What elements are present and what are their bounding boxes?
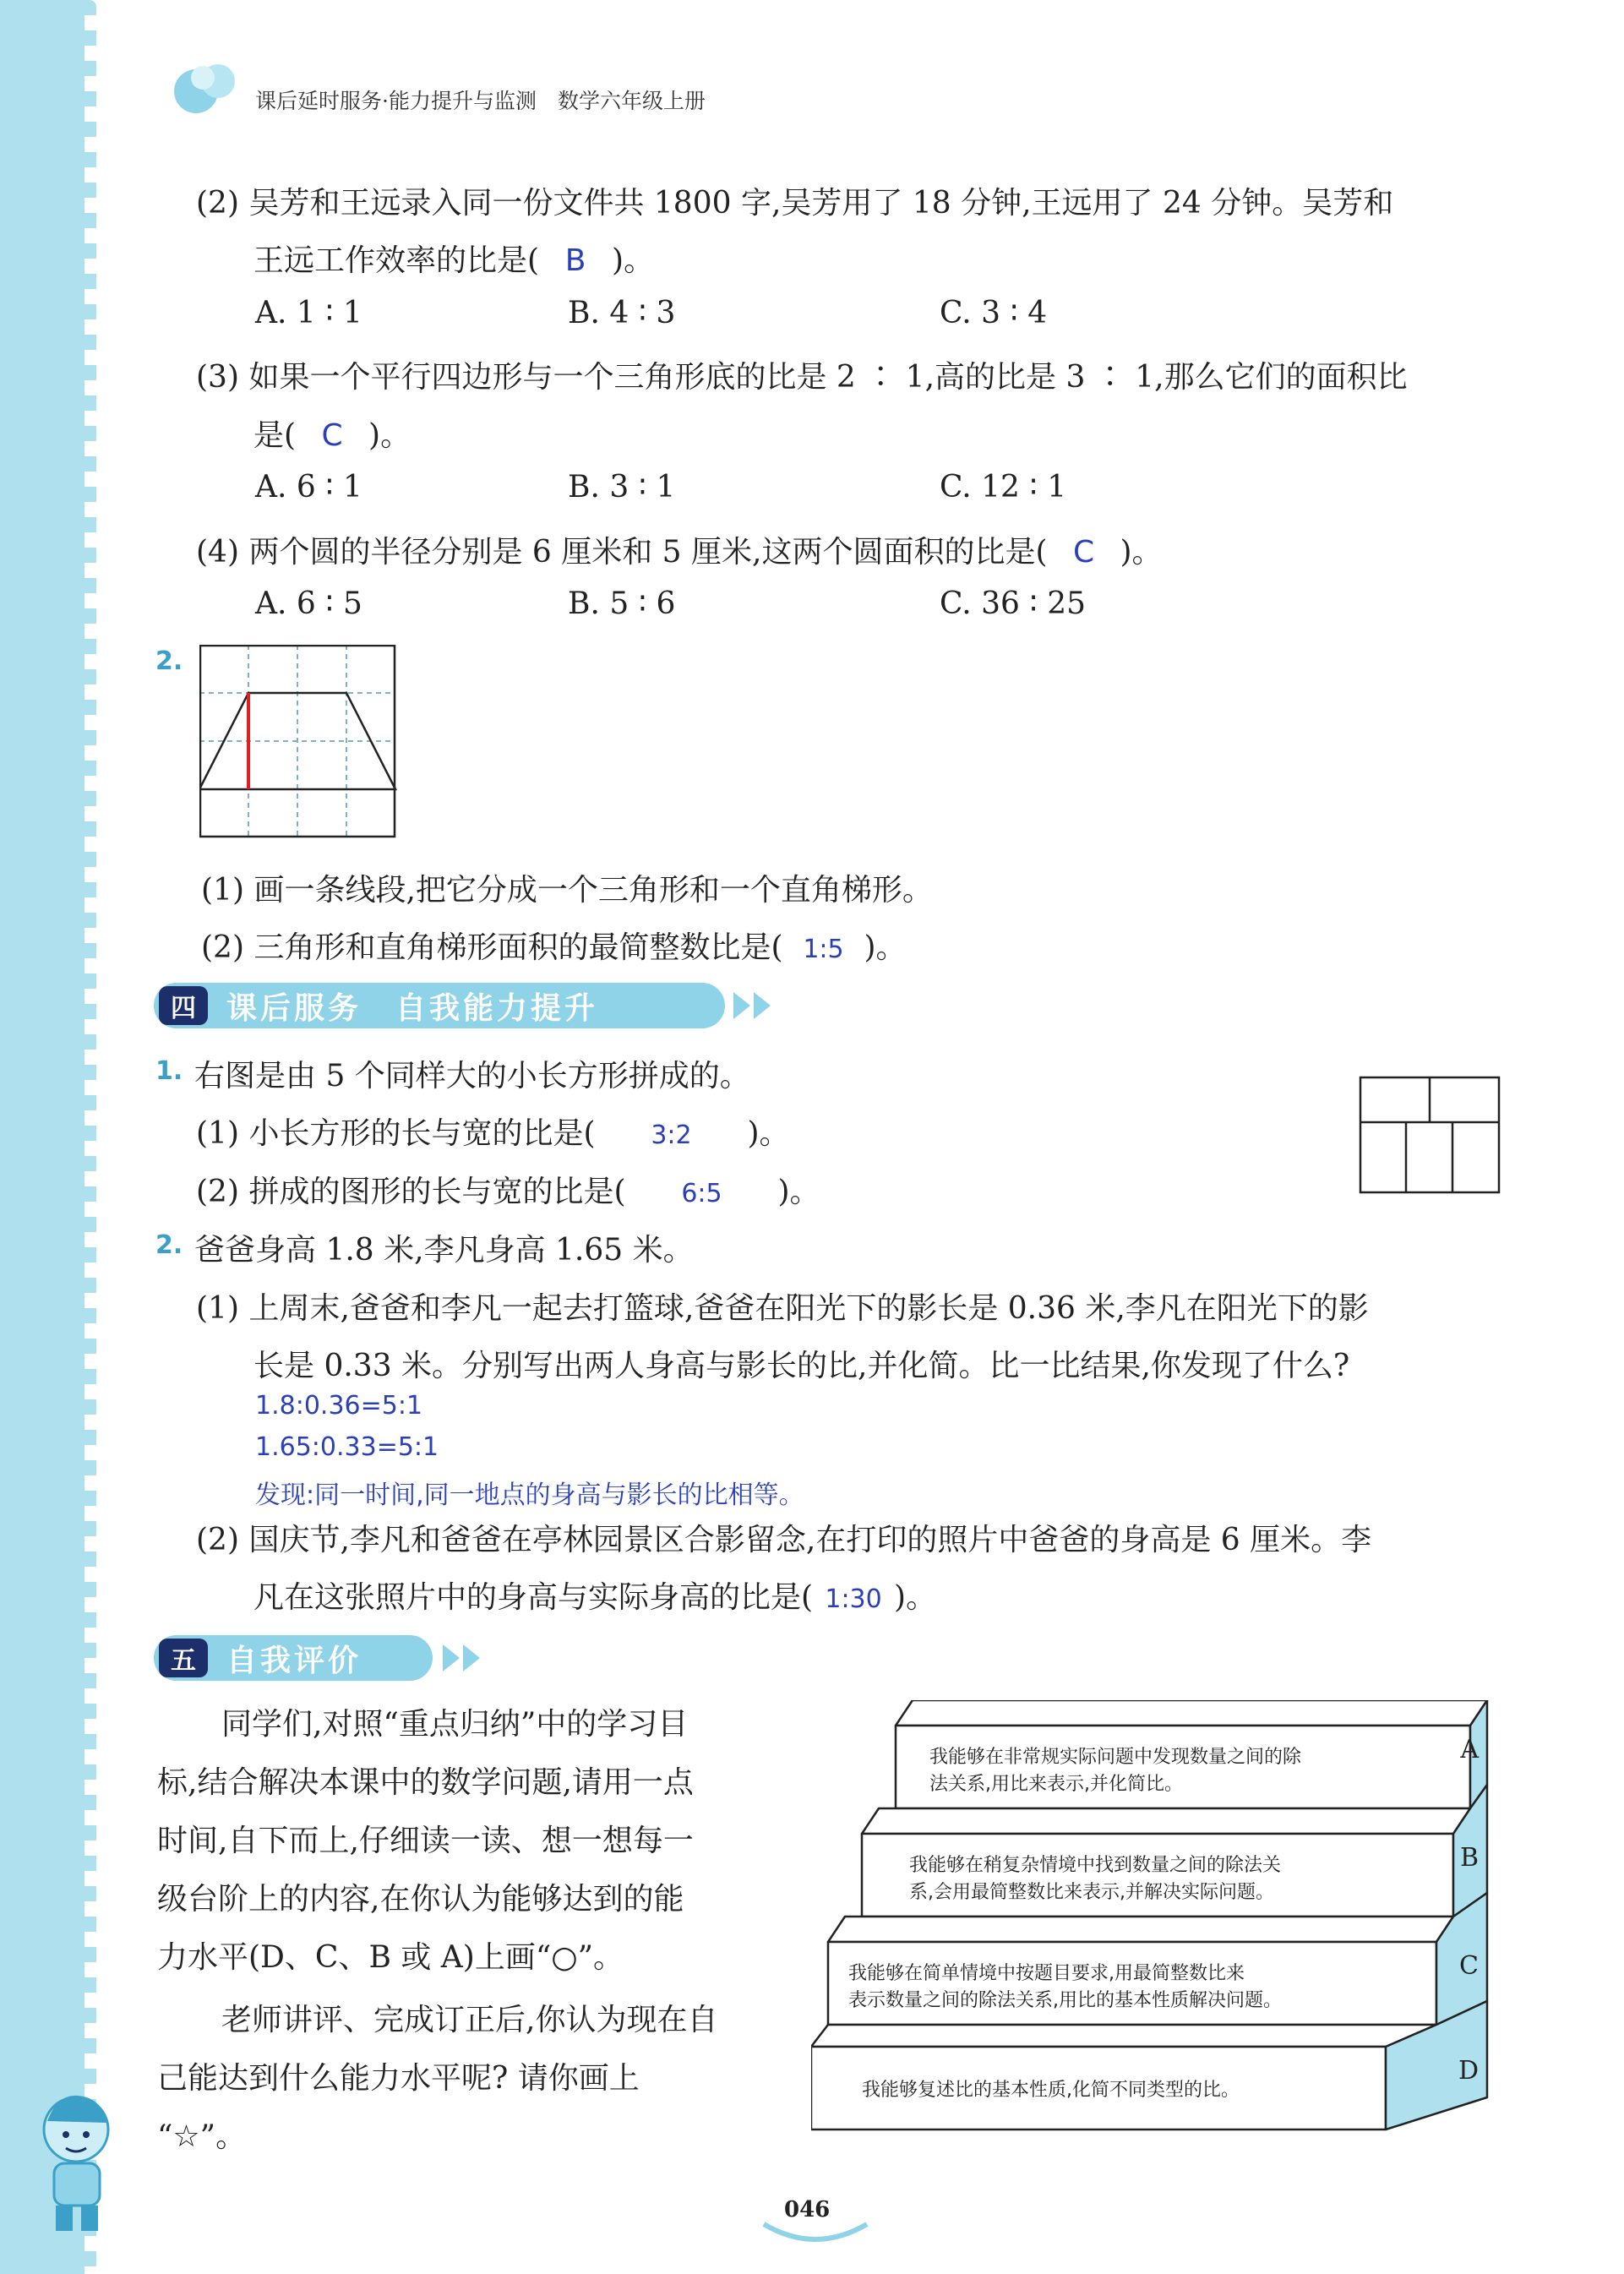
answer-blank[interactable]: B [564,243,586,278]
p1-sub1: (1) 小长方形的长与宽的比是( 3:2 )。 [196,1116,790,1151]
rectangle-tiling-figure [1359,1076,1502,1196]
section-title: 课后服务 自我能力提升 [226,990,599,1026]
level-description: 系,会用最简整数比来表示,并解决实际问题。 [909,1882,1274,1903]
q2-sub2: (2) 三角形和直角梯形面积的最简整数比是( 1:5 )。 [201,930,907,965]
running-header: 课后延时服务·能力提升与监测 数学六年级上册 [255,89,706,113]
option-c: C. 12 ∶ 1 [940,470,1067,504]
section-badge: 四 [159,986,208,1025]
p1-sub2: (2) 拼成的图形的长与宽的比是( 6:5 )。 [196,1175,820,1209]
level-letter: B [1459,1843,1479,1873]
left-wavy-edge [84,0,96,2274]
para1-line: 同学们,对照“重点归纳”中的学习目 [221,1707,689,1742]
para1-line: 标,结合解决本课中的数学问题,请用一点 [157,1765,694,1800]
q1-3-line1: (3) 如果一个平行四边形与一个三角形底的比是 2 ∶ 1,高的比是 3 ∶ 1,那么它们的面积比 [196,360,1408,395]
section-5-banner [154,1635,433,1681]
q1-4-line1: (4) 两个圆的半径分别是 6 厘米和 5 厘米,这两个圆面积的比是( C )。 [196,535,1163,570]
answer-blank[interactable]: C [321,418,343,453]
answer-blank[interactable]: 6:5 [681,1179,722,1208]
section-4-banner [154,983,725,1028]
level-description: 我能够在简单情境中按题目要求,用最简整数比来 [848,1963,1245,1984]
handwritten-answer: 1.65:0.33=5:1 [255,1432,439,1462]
double-arrow-icon [443,1643,490,1673]
answer-blank[interactable]: 3:2 [651,1121,692,1150]
option-b: B. 5 ∶ 6 [568,586,676,621]
para2-line: 老师讲评、完成订正后,你认为现在自 [221,2003,718,2037]
p2-sub2-line1: (2) 国庆节,李凡和爸爸在亭林园景区合影留念,在打印的照片中爸爸的身高是 6 厘米。李 [196,1523,1372,1557]
option-b: B. 4 ∶ 3 [568,296,676,330]
level-description: 法关系,用比来表示,并化简比。 [929,1774,1183,1795]
level-letter: D [1458,2056,1479,2086]
level-description: 我能够在稍复杂情境中找到数量之间的除法关 [909,1855,1282,1876]
option-a: A. 6 ∶ 1 [255,470,362,504]
level-letter: A [1460,1735,1479,1764]
q1-2-line2: 王远工作效率的比是( B )。 [253,243,655,278]
left-decorative-band [0,0,84,2274]
handwritten-answer: 1.8:0.36=5:1 [255,1391,423,1421]
para2-line: “☆”。 [157,2119,247,2154]
para2-line: 己能达到什么能力水平呢? 请你画上 [157,2061,640,2096]
ability-staircase [811,1700,1504,2140]
cartoon-boy-icon [24,2087,134,2239]
p2-sub1-line1: (1) 上周末,爸爸和李凡一起去打篮球,爸爸在阳光下的影长是 0.36 米,李凡在阳光下的影 [196,1291,1369,1326]
q1-2-line1: (2) 吴芳和王远录入同一份文件共 1800 字,吴芳用了 18 分钟,王远用了 24 分钟。吴芳和 [196,186,1394,221]
level-letter: C [1459,1951,1479,1981]
option-c: C. 36 ∶ 25 [940,586,1087,621]
page-number: 046 [784,2197,831,2222]
question-number: 1. [155,1056,183,1086]
double-arrow-icon [733,990,781,1021]
level-description: 我能够复述比的基本性质,化简不同类型的比。 [862,2080,1240,2101]
p2-sub1-line2: 长是 0.33 米。分别写出两人身高与影长的比,并化简。比一比结果,你发现了什么? [253,1349,1350,1383]
page-number-swoosh-icon [760,2221,870,2246]
p1-text: 右图是由 5 个同样大的小长方形拼成的。 [194,1059,750,1093]
option-a: A. 6 ∶ 5 [255,586,362,621]
level-description: 表示数量之间的除法关系,用比的基本性质解决问题。 [848,1990,1282,2011]
handwritten-answer: 发现:同一时间,同一地点的身高与影长的比相等。 [255,1481,804,1510]
section-title: 自我评价 [226,1643,362,1678]
balloons-icon [169,59,245,127]
answer-blank[interactable]: C [1072,535,1095,570]
p2-sub2-line2: 凡在这张照片中的身高与实际身高的比是( 1:30 )。 [253,1580,937,1615]
answer-blank[interactable]: 1:5 [803,935,844,964]
section-badge: 五 [159,1639,208,1677]
para1-line: 级台阶上的内容,在你认为能够达到的能 [157,1882,684,1917]
answer-blank[interactable]: 1:30 [825,1584,882,1614]
q1-3-line2: 是( C )。 [253,418,411,453]
level-description: 我能够在非常规实际问题中发现数量之间的除 [929,1747,1302,1768]
trapezoid-grid-figure [199,645,399,844]
para1-line: 力水平(D、C、B 或 A)上画“○”。 [157,1940,624,1975]
para1-line: 时间,自下而上,仔细读一读、想一想每一 [157,1824,694,1858]
question-number: 2. [155,646,183,676]
option-c: C. 3 ∶ 4 [940,296,1048,330]
question-number: 2. [155,1230,183,1260]
option-b: B. 3 ∶ 1 [568,470,676,504]
option-a: A. 1 ∶ 1 [255,296,362,330]
q2-sub1: (1) 画一条线段,把它分成一个三角形和一个直角梯形。 [201,873,933,908]
p2-text: 爸爸身高 1.8 米,李凡身高 1.65 米。 [194,1233,694,1268]
